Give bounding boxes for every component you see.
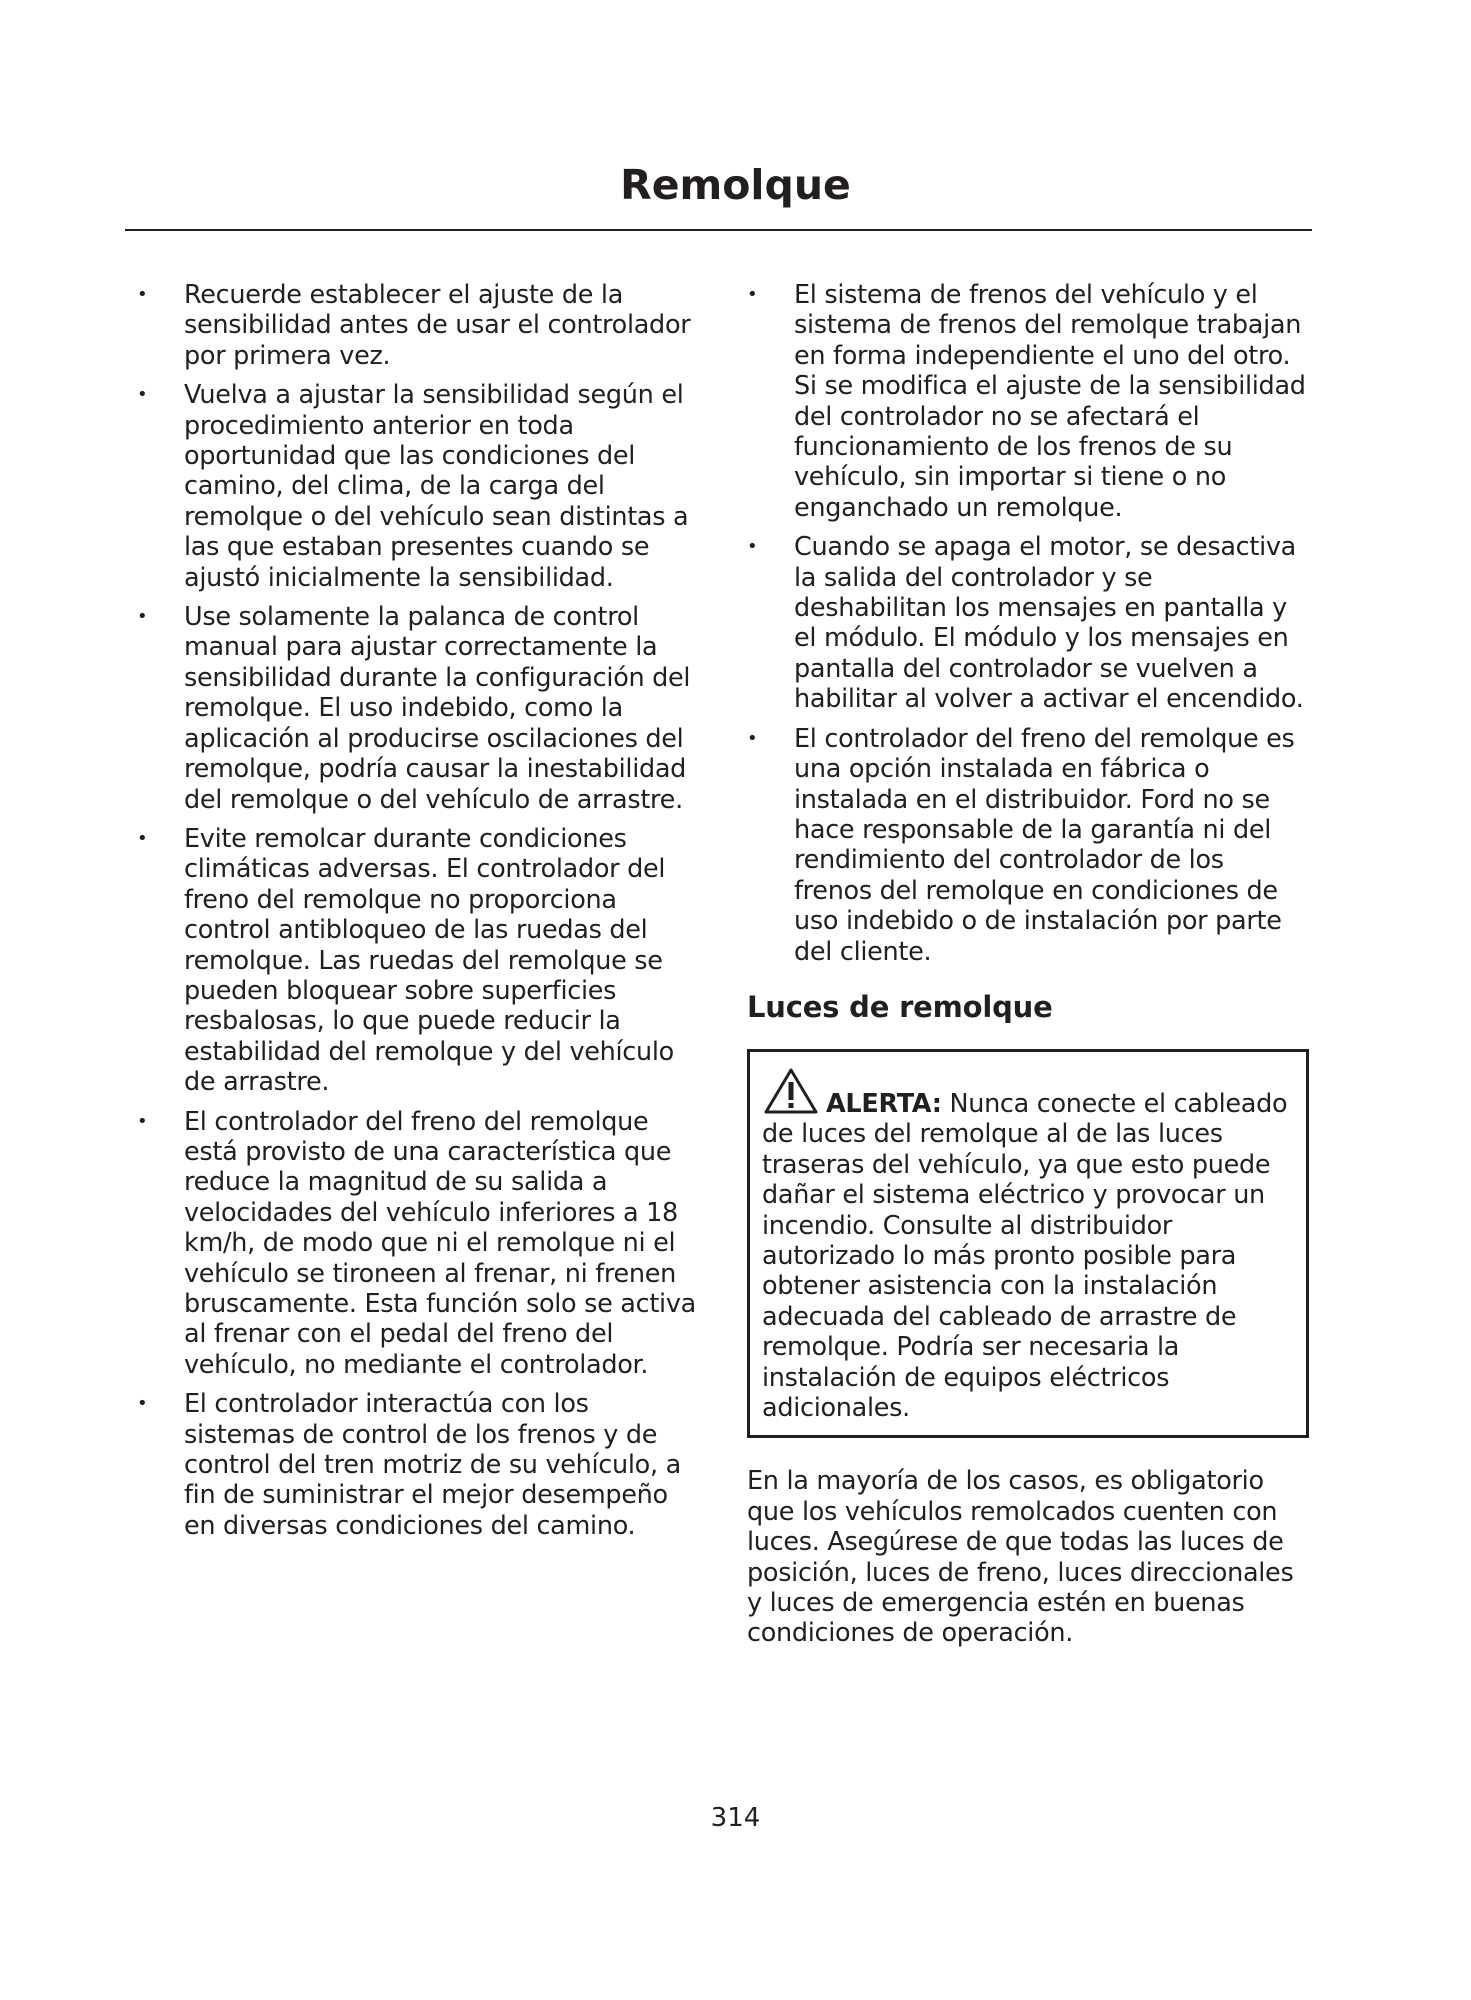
bullet-dot-icon: •: [137, 284, 148, 305]
right-bullet-list: [747, 280, 1309, 967]
left-bullet-list: [137, 280, 699, 1541]
list-item: [137, 380, 699, 593]
bullet-dot-icon: •: [137, 1393, 148, 1415]
left-column: [137, 280, 699, 1550]
header-divider: [125, 229, 1312, 231]
list-item-text: Evite remolcar durante condiciones climáticas adversas. El controlador del freno del remolque no proporciona control antibloqueo de las ruedas del remolque. Las ruedas del remolque se pueden bloquear sobre superficies resbalosas, lo que puede reducir la estabilidad del remolque y del vehículo de arrastre.: [184, 823, 674, 1098]
list-item: [747, 724, 1309, 967]
bullet-dot-icon: •: [137, 827, 148, 849]
list-item-text: Cuando se apaga el motor, se desactiva la salida del controlador y se deshabilitan los mensajes en pantalla y el módulo. El módulo y los mensajes en pantalla del controlador se vuelven a habilitar al volver a activar el encendido.: [794, 532, 1304, 715]
body-paragraph: En la mayoría de los casos, es obligatorio que los vehículos remolcados cuenten con luces. Asegúrese de que todas las luces de posición, luces de freno, luces direccionales y luces de emergencia estén en buenas condiciones de operación.: [747, 1466, 1294, 1649]
list-item: [137, 824, 699, 1098]
list-item: [137, 1389, 699, 1541]
bullet-dot-icon: •: [137, 1110, 148, 1132]
list-item-text: Vuelva a ajustar la sensibilidad según el procedimiento anterior en toda oportunidad que las condiciones del camino, del clima, de la carga del remolque o del vehículo sean distintas a las que estaban presentes cuando se ajustó inicialmente la sensibilidad.: [184, 380, 689, 593]
list-item-text: El controlador del freno del remolque es una opción instalada en fábrica o instalada en el distribuidor. Ford no se hace responsable de la garantía ni del rendimiento del controlador de los frenos del remolque en condiciones de uso indebido o de instalación por parte del cliente.: [794, 723, 1295, 967]
page-title: Remolque: [620, 161, 851, 209]
bullet-dot-icon: •: [747, 536, 758, 558]
page-number: 314: [710, 1803, 761, 1833]
warning-label: ALERTA:: [826, 1088, 942, 1119]
list-item-text: Recuerde establecer el ajuste de la sensibilidad antes de usar el controlador por primera vez.: [184, 280, 691, 371]
bullet-dot-icon: •: [137, 384, 148, 406]
list-item: [137, 280, 699, 371]
list-item-text: El sistema de frenos del vehículo y el sistema de frenos del remolque trabajan en forma independiente el uno del otro. Si se modifica el ajuste de la sensibilidad del controlador no se afectará el funcionamiento de los frenos de su vehículo, sin importar si tiene o no enganchado un remolque.: [794, 280, 1306, 523]
list-item: [137, 1107, 699, 1381]
section-heading: Luces de remolque: [747, 989, 1053, 1024]
warning-box: [747, 1049, 1309, 1438]
warning-text: Nunca conecte el cableado de luces del remolque al de las luces traseras del vehículo, ya que esto puede dañar el sistema eléctrico y provocar un incendio. Consulte al distribuidor autorizado lo más pronto posible para obtener asistencia con la instalación adecuada del cableado de arrastre de remolque. Podría ser necesaria la instalación de equipos eléctricos adicionales.: [762, 1088, 1288, 1423]
bullet-dot-icon: •: [747, 284, 758, 305]
bullet-dot-icon: •: [747, 727, 758, 749]
list-item-text: El controlador interactúa con los sistemas de control de los frenos y de control del tren motriz de su vehículo, a fin de suministrar el mejor desempeño en diversas condiciones del camino.: [184, 1389, 681, 1541]
right-column: [747, 280, 1309, 1649]
list-item: [747, 280, 1309, 523]
list-item-text: El controlador del freno del remolque está provisto de una característica que reduce la magnitud de su salida a velocidades del vehículo inferiores a 18 km/h, de modo que ni el remolque ni el vehículo se tironeen al frenar, ni frenen bruscamente. Esta función solo se activa al frenar con el pedal del freno del vehículo, no mediante el controlador.: [184, 1106, 696, 1380]
list-item-text: Use solamente la palanca de control manual para ajustar correctamente la sensibilidad durante la configuración del remolque. El uso indebido, como la aplicación al producirse oscilaciones del remolque, podría causar la inestabilidad del remolque o del vehículo de arrastre.: [184, 602, 691, 815]
bullet-dot-icon: •: [137, 606, 148, 628]
warning-triangle-icon: [762, 1066, 820, 1116]
list-item: [137, 602, 699, 815]
list-item: [747, 532, 1309, 714]
